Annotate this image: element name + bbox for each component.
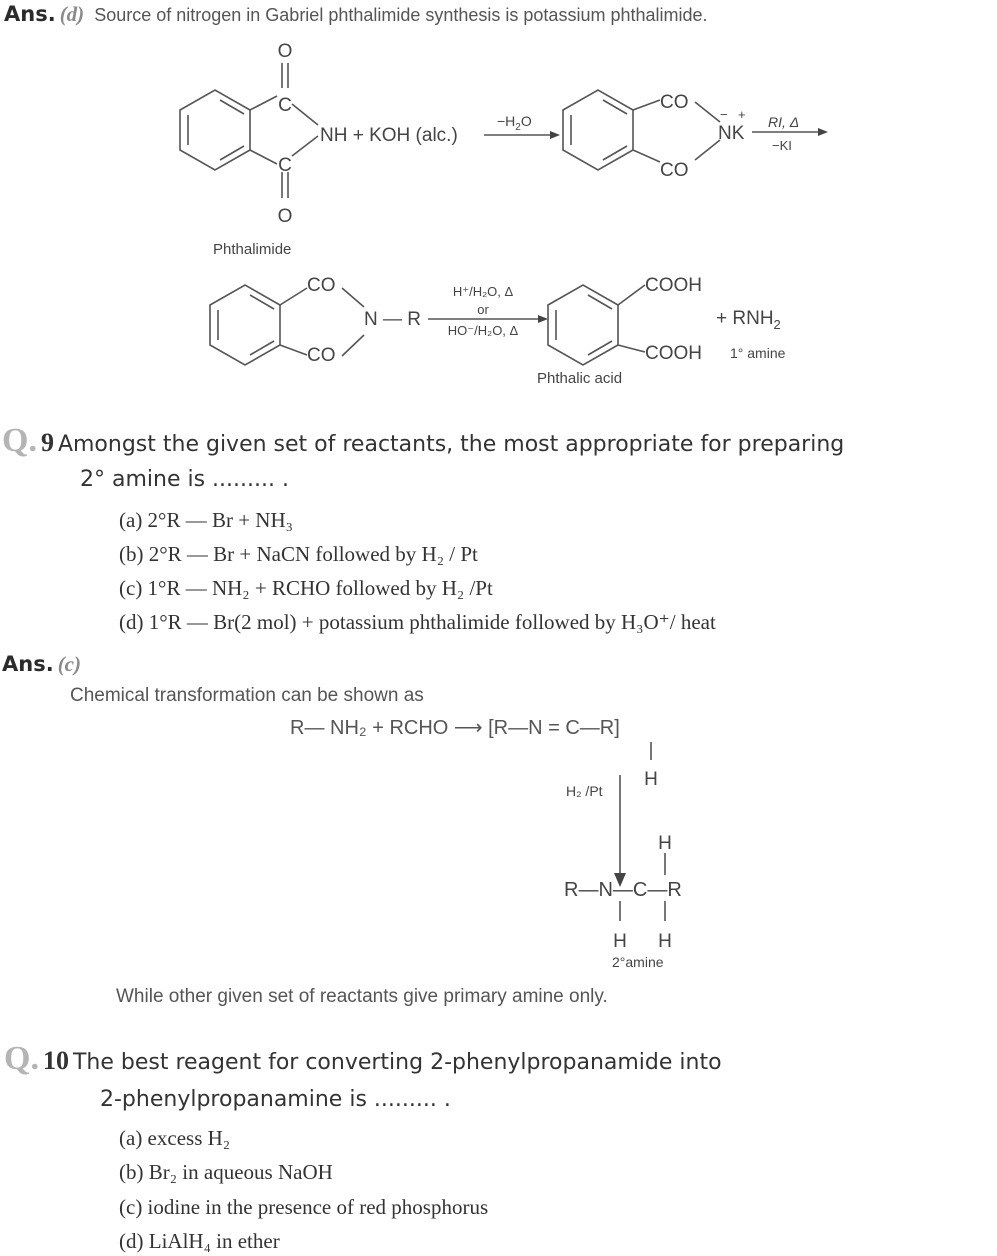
question-text-line1: The best reagent for converting 2-phenylpropanamide into xyxy=(72,1050,722,1075)
phthalimide-top-oxygen: O xyxy=(277,41,293,62)
question-9-heading xyxy=(2,422,844,460)
question-mark: Q. xyxy=(2,422,37,459)
product-h-left: H xyxy=(613,931,627,952)
question-text-line2: 2-phenylpropanamine is ......... . xyxy=(100,1087,451,1112)
answer-letter: (c) xyxy=(57,652,81,676)
option-a: (a) excess H₂ xyxy=(119,1126,231,1150)
reaction-equation: R— NH₂ + RCHO ⟶ [R—N = C—R] xyxy=(290,717,620,739)
co-bottom-label-2: CO xyxy=(307,345,336,366)
answer-label: Ans. xyxy=(2,652,54,676)
phthalimide-caption: Phthalimide xyxy=(213,241,292,258)
imine-h-label: H xyxy=(644,769,658,790)
acid-condition: H⁺/H₂O, Δ xyxy=(452,284,514,299)
co-top-label: CO xyxy=(660,92,689,113)
question-text-line1: Amongst the given set of reactants, the most appropriate for preparing xyxy=(57,432,845,457)
ri-delta-label: RI, Δ xyxy=(768,114,800,130)
option-b: (b) Br₂ in aqueous NaOH xyxy=(119,1160,333,1184)
h2-pt-label: H₂ /Pt xyxy=(566,783,603,799)
question-mark: Q. xyxy=(4,1040,39,1077)
or-label: or xyxy=(477,302,489,317)
question-number: 10 xyxy=(42,1046,69,1075)
product-h-right: H xyxy=(658,931,672,952)
option-a: (a) 2°R — Br + NH₃ xyxy=(119,508,293,532)
minus-ki-label: −KI xyxy=(772,138,792,153)
answer-letter: (d) xyxy=(59,2,85,26)
cooh-top-label: COOH xyxy=(645,275,702,296)
option-b: (b) 2°R — Br + NaCN followed by H₂ / Pt xyxy=(119,542,478,566)
gabriel-synthesis-scheme xyxy=(0,30,997,400)
primary-amine-label: 1° amine xyxy=(730,345,786,361)
co-bottom-label: CO xyxy=(660,160,689,181)
phthalimide-bottom-carbon: C xyxy=(278,155,292,176)
answer-9-note: While other given set of reactants give primary amine only. xyxy=(116,986,608,1007)
reduction-scheme xyxy=(550,735,750,975)
option-c: (c) 1°R — NH₂ + RCHO followed by H₂ /Pt xyxy=(119,576,493,600)
option-d: (d) LiAlH₄ in ether xyxy=(119,1229,280,1253)
phthalimide-bottom-oxygen: O xyxy=(277,206,293,227)
phthalimide-top-carbon: C xyxy=(278,95,292,116)
answer-9-intro: Chemical transformation can be shown as xyxy=(70,685,424,706)
question-text-line2: 2° amine is ......... . xyxy=(80,467,289,492)
n-r-label: N — R xyxy=(364,309,421,330)
minus-charge: − xyxy=(720,107,728,122)
answer-label: Ans. xyxy=(4,2,56,26)
plus-charge: + xyxy=(738,107,746,122)
product-h-top: H xyxy=(658,833,672,854)
option-c: (c) iodine in the presence of red phosphorus xyxy=(119,1195,489,1219)
cooh-bottom-label: COOH xyxy=(645,343,702,364)
question-number: 9 xyxy=(40,428,54,457)
product-main-chain: R—N—C—R xyxy=(564,879,682,901)
answer-8-line xyxy=(4,2,708,27)
nk-label: NK xyxy=(718,123,745,144)
co-top-label-2: CO xyxy=(307,275,336,296)
plus-rnh2-label: + $RNH_2$ xyxy=(716,308,781,332)
answer-text: Source of nitrogen in Gabriel phthalimide synthesis is potassium phthalimide. xyxy=(94,5,708,25)
nh-koh-text: NH + KOH (alc.) xyxy=(320,125,458,146)
question-10-heading xyxy=(4,1040,722,1078)
answer-9-line xyxy=(2,652,81,677)
phthalic-acid-caption: Phthalic acid xyxy=(537,370,623,387)
minus-h2o-label: $-H_2O$ xyxy=(497,113,532,133)
option-d: (d) 1°R — Br(2 mol) + potassium phthalimide followed by H₃O⁺/ heat xyxy=(119,610,716,634)
secondary-amine-label: 2°amine xyxy=(612,954,664,970)
base-condition: HO⁻/H₂O, Δ xyxy=(447,323,519,338)
